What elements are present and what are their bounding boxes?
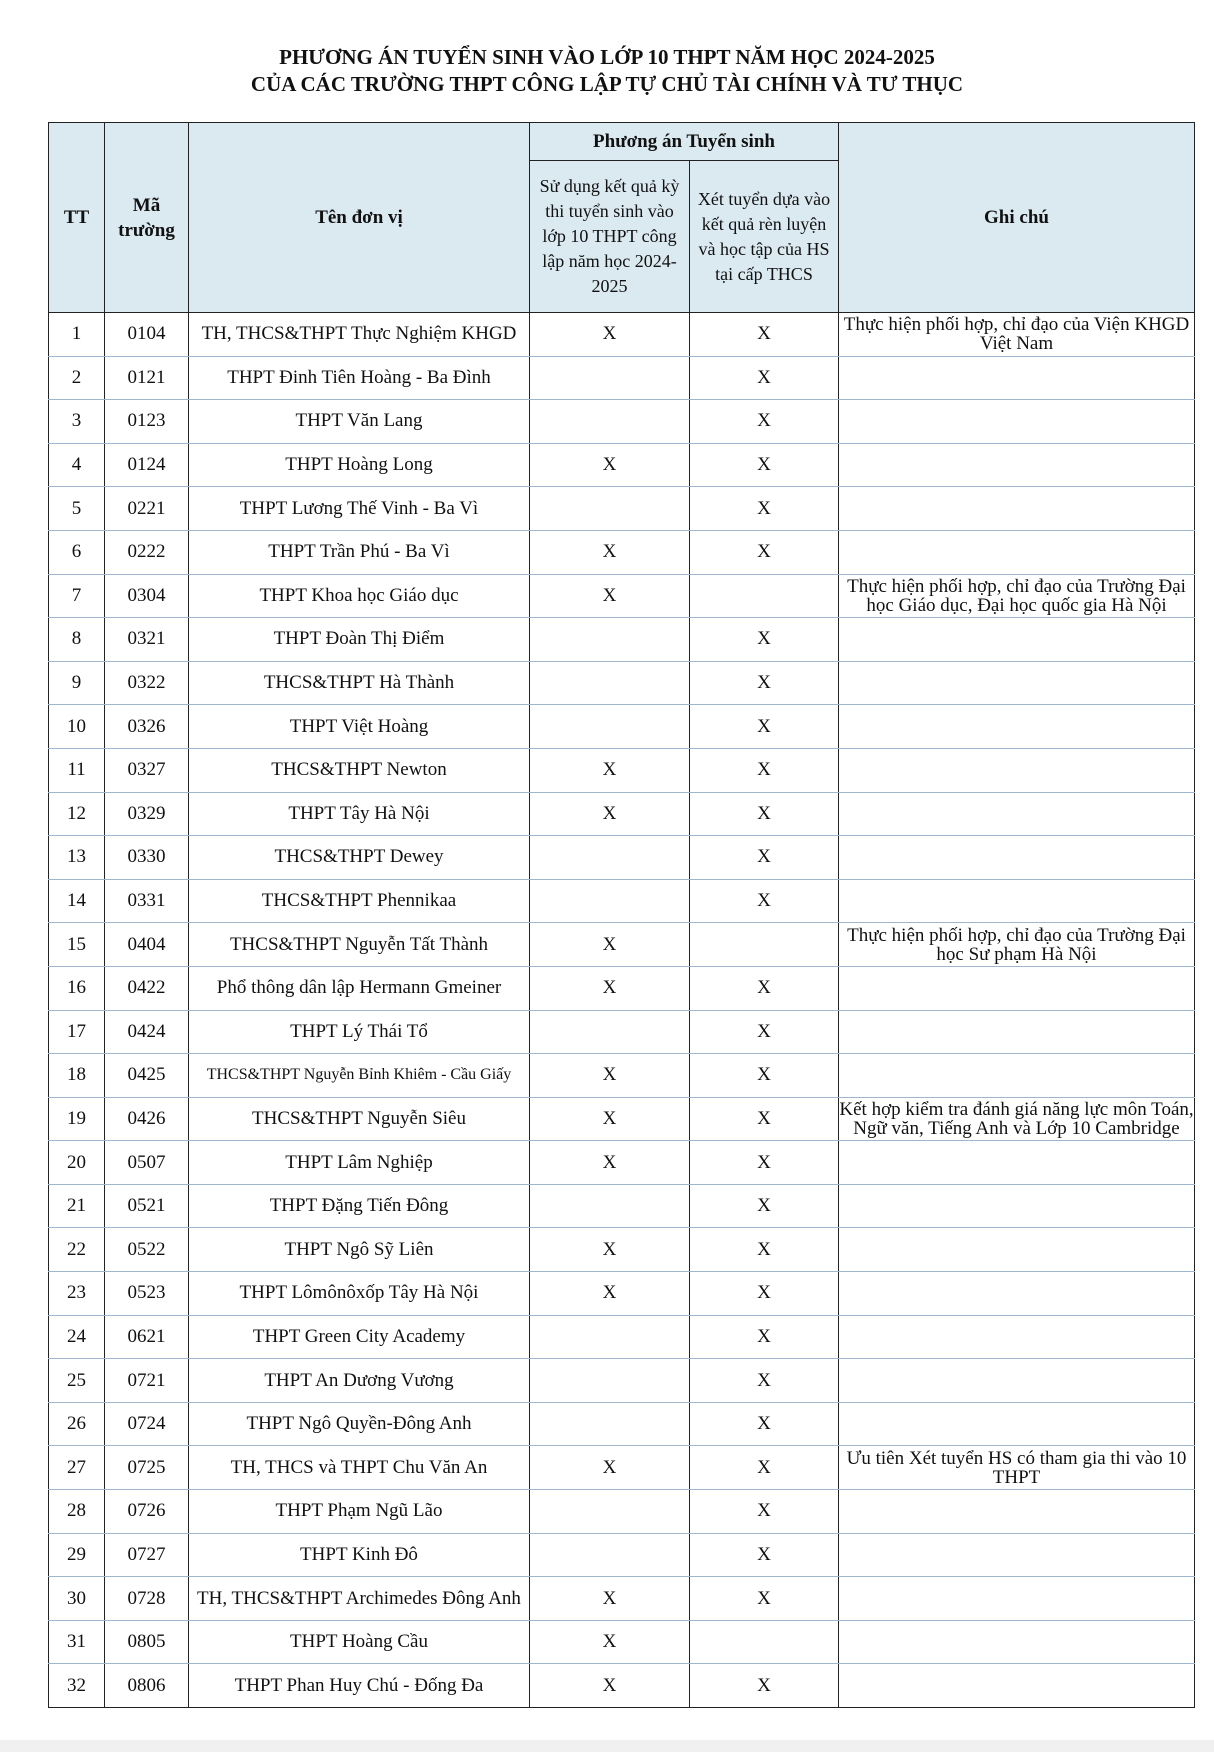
row-ten-don-vi: THPT Trần Phú - Ba Vì xyxy=(189,530,530,574)
row-pa2: X xyxy=(690,1272,839,1316)
row-ten-don-vi: THCS&THPT Nguyễn Bỉnh Khiêm - Cầu Giấy xyxy=(189,1054,530,1098)
row-tt: 16 xyxy=(49,966,105,1010)
row-pa1: X xyxy=(530,313,690,357)
row-tt: 25 xyxy=(49,1359,105,1403)
row-pa2: X xyxy=(690,487,839,531)
table-row xyxy=(49,1272,1195,1316)
header-ma-truong: Mã trường xyxy=(105,123,189,313)
table-row xyxy=(49,400,1195,444)
table-row xyxy=(49,836,1195,880)
row-ghi-chu: Thực hiện phối hợp, chỉ đạo của Trường Đại học Giáo dục, Đại học quốc gia Hà Nội xyxy=(839,574,1195,618)
row-ten-don-vi: THPT Văn Lang xyxy=(189,400,530,444)
row-tt: 19 xyxy=(49,1097,105,1141)
row-ghi-chu xyxy=(839,1490,1195,1534)
row-ghi-chu xyxy=(839,792,1195,836)
row-ma-truong: 0222 xyxy=(105,530,189,574)
row-pa2: X xyxy=(690,792,839,836)
row-tt: 7 xyxy=(49,574,105,618)
header-tt: TT xyxy=(49,123,105,313)
row-ma-truong: 0521 xyxy=(105,1184,189,1228)
row-ten-don-vi: THPT Khoa học Giáo dục xyxy=(189,574,530,618)
row-pa2: X xyxy=(690,1141,839,1185)
row-ma-truong: 0726 xyxy=(105,1490,189,1534)
row-tt: 10 xyxy=(49,705,105,749)
header-ten-don-vi: Tên đơn vị xyxy=(189,123,530,313)
row-pa1: X xyxy=(530,1664,690,1708)
row-ten-don-vi: THCS&THPT Newton xyxy=(189,748,530,792)
row-ten-don-vi: THPT Lômônôxốp Tây Hà Nội xyxy=(189,1272,530,1316)
table-row xyxy=(49,1446,1195,1490)
table-row xyxy=(49,1620,1195,1664)
row-ten-don-vi: THPT Lý Thái Tổ xyxy=(189,1010,530,1054)
row-pa1 xyxy=(530,400,690,444)
row-tt: 3 xyxy=(49,400,105,444)
row-ghi-chu xyxy=(839,1533,1195,1577)
row-pa2: X xyxy=(690,1228,839,1272)
row-ghi-chu xyxy=(839,1272,1195,1316)
row-ma-truong: 0404 xyxy=(105,923,189,967)
row-ma-truong: 0124 xyxy=(105,443,189,487)
row-ten-don-vi: THPT Ngô Sỹ Liên xyxy=(189,1228,530,1272)
row-ten-don-vi: TH, THCS và THPT Chu Văn An xyxy=(189,1446,530,1490)
table-row xyxy=(49,618,1195,662)
row-tt: 14 xyxy=(49,879,105,923)
row-pa1: X xyxy=(530,574,690,618)
row-ten-don-vi: THPT Lâm Nghiệp xyxy=(189,1141,530,1185)
row-ma-truong: 0805 xyxy=(105,1620,189,1664)
table-row xyxy=(49,1359,1195,1403)
table-row xyxy=(49,443,1195,487)
table-row xyxy=(49,661,1195,705)
table-row xyxy=(49,1228,1195,1272)
row-tt: 18 xyxy=(49,1054,105,1098)
row-ten-don-vi: THCS&THPT Dewey xyxy=(189,836,530,880)
row-tt: 13 xyxy=(49,836,105,880)
row-pa1: X xyxy=(530,1097,690,1141)
row-pa2: X xyxy=(690,443,839,487)
row-ghi-chu xyxy=(839,661,1195,705)
row-tt: 23 xyxy=(49,1272,105,1316)
row-pa2 xyxy=(690,1620,839,1664)
table-row xyxy=(49,1141,1195,1185)
row-ma-truong: 0507 xyxy=(105,1141,189,1185)
table-row xyxy=(49,313,1195,357)
row-pa1 xyxy=(530,1184,690,1228)
row-pa2: X xyxy=(690,1097,839,1141)
row-ma-truong: 0725 xyxy=(105,1446,189,1490)
row-tt: 12 xyxy=(49,792,105,836)
row-tt: 31 xyxy=(49,1620,105,1664)
row-ma-truong: 0727 xyxy=(105,1533,189,1577)
row-pa2 xyxy=(690,574,839,618)
row-ghi-chu xyxy=(839,356,1195,400)
row-tt: 8 xyxy=(49,618,105,662)
row-pa2: X xyxy=(690,1402,839,1446)
page-bottom-band xyxy=(0,1740,1214,1752)
row-ghi-chu xyxy=(839,1054,1195,1098)
row-pa1: X xyxy=(530,1446,690,1490)
row-ten-don-vi: THPT Ngô Quyền-Đông Anh xyxy=(189,1402,530,1446)
row-ghi-chu xyxy=(839,1010,1195,1054)
row-pa2: X xyxy=(690,1359,839,1403)
table-row xyxy=(49,574,1195,618)
table-row xyxy=(49,356,1195,400)
document-title-line-2: CỦA CÁC TRƯỜNG THPT CÔNG LẬP TỰ CHỦ TÀI CHÍNH VÀ TƯ THỤC xyxy=(250,72,964,96)
row-pa2: X xyxy=(690,966,839,1010)
row-tt: 30 xyxy=(49,1577,105,1621)
admission-table xyxy=(48,122,1195,1708)
row-pa2: X xyxy=(690,705,839,749)
table-row xyxy=(49,879,1195,923)
row-pa2: X xyxy=(690,400,839,444)
row-pa1: X xyxy=(530,1054,690,1098)
row-ghi-chu xyxy=(839,705,1195,749)
row-ma-truong: 0522 xyxy=(105,1228,189,1272)
row-pa2: X xyxy=(690,879,839,923)
header-pa2: Xét tuyển dựa vào kết quả rèn luyện và học tập của HS tại cấp THCS xyxy=(690,161,839,313)
row-ten-don-vi: THPT Phan Huy Chú - Đống Đa xyxy=(189,1664,530,1708)
row-pa1: X xyxy=(530,443,690,487)
row-pa1 xyxy=(530,705,690,749)
row-pa1: X xyxy=(530,792,690,836)
table-row xyxy=(49,748,1195,792)
row-ma-truong: 0321 xyxy=(105,618,189,662)
row-pa1: X xyxy=(530,1272,690,1316)
row-ten-don-vi: THCS&THPT Nguyễn Tất Thành xyxy=(189,923,530,967)
row-pa1 xyxy=(530,356,690,400)
row-ten-don-vi: TH, THCS&THPT Archimedes Đông Anh xyxy=(189,1577,530,1621)
table-row xyxy=(49,923,1195,967)
document-title-line-1: PHƯƠNG ÁN TUYỂN SINH VÀO LỚP 10 THPT NĂM HỌC 2024-2025 xyxy=(279,45,935,69)
row-tt: 6 xyxy=(49,530,105,574)
row-pa1: X xyxy=(530,1577,690,1621)
row-ten-don-vi: THCS&THPT Hà Thành xyxy=(189,661,530,705)
table-row xyxy=(49,1054,1195,1098)
table-row xyxy=(49,1010,1195,1054)
table-row xyxy=(49,487,1195,531)
row-ma-truong: 0331 xyxy=(105,879,189,923)
row-pa2: X xyxy=(690,356,839,400)
row-ma-truong: 0326 xyxy=(105,705,189,749)
row-pa2: X xyxy=(690,661,839,705)
row-ma-truong: 0426 xyxy=(105,1097,189,1141)
row-ma-truong: 0329 xyxy=(105,792,189,836)
row-ten-don-vi: THPT An Dương Vương xyxy=(189,1359,530,1403)
row-pa1: X xyxy=(530,1141,690,1185)
row-pa1 xyxy=(530,836,690,880)
header-pa1: Sử dụng kết quả kỳ thi tuyển sinh vào lớp 10 THPT công lập năm học 2024-2025 xyxy=(530,161,690,313)
row-pa2: X xyxy=(690,1664,839,1708)
row-pa2: X xyxy=(690,1577,839,1621)
row-ten-don-vi: Phổ thông dân lập Hermann Gmeiner xyxy=(189,966,530,1010)
row-ghi-chu xyxy=(839,443,1195,487)
table-row xyxy=(49,966,1195,1010)
row-pa1 xyxy=(530,1402,690,1446)
table-row xyxy=(49,1577,1195,1621)
row-ten-don-vi: THPT Lương Thế Vinh - Ba Vì xyxy=(189,487,530,531)
row-pa1 xyxy=(530,487,690,531)
table-row xyxy=(49,1533,1195,1577)
row-tt: 26 xyxy=(49,1402,105,1446)
table-row xyxy=(49,1184,1195,1228)
table-row xyxy=(49,705,1195,749)
row-pa1: X xyxy=(530,748,690,792)
row-ten-don-vi: THCS&THPT Phennikaa xyxy=(189,879,530,923)
row-ma-truong: 0123 xyxy=(105,400,189,444)
row-ten-don-vi: THCS&THPT Nguyễn Siêu xyxy=(189,1097,530,1141)
row-pa1: X xyxy=(530,1620,690,1664)
header-phuong-an: Phương án Tuyển sinh xyxy=(530,123,839,161)
row-ghi-chu xyxy=(839,400,1195,444)
row-ma-truong: 0621 xyxy=(105,1315,189,1359)
row-ma-truong: 0721 xyxy=(105,1359,189,1403)
row-pa2: X xyxy=(690,1054,839,1098)
row-ghi-chu: Ưu tiên Xét tuyển HS có tham gia thi vào 10 THPT xyxy=(839,1446,1195,1490)
row-ghi-chu xyxy=(839,1359,1195,1403)
row-ma-truong: 0322 xyxy=(105,661,189,705)
row-tt: 27 xyxy=(49,1446,105,1490)
row-ten-don-vi: THPT Tây Hà Nội xyxy=(189,792,530,836)
row-tt: 28 xyxy=(49,1490,105,1534)
row-tt: 32 xyxy=(49,1664,105,1708)
row-ten-don-vi: TH, THCS&THPT Thực Nghiệm KHGD xyxy=(189,313,530,357)
row-ma-truong: 0330 xyxy=(105,836,189,880)
row-ghi-chu xyxy=(839,966,1195,1010)
row-ma-truong: 0424 xyxy=(105,1010,189,1054)
row-tt: 15 xyxy=(49,923,105,967)
row-ma-truong: 0327 xyxy=(105,748,189,792)
row-ma-truong: 0523 xyxy=(105,1272,189,1316)
row-pa1 xyxy=(530,661,690,705)
row-pa2: X xyxy=(690,836,839,880)
row-pa2: X xyxy=(690,1184,839,1228)
row-ghi-chu xyxy=(839,487,1195,531)
row-ma-truong: 0728 xyxy=(105,1577,189,1621)
row-pa1: X xyxy=(530,1228,690,1272)
row-pa1 xyxy=(530,618,690,662)
row-ghi-chu xyxy=(839,1228,1195,1272)
row-ghi-chu xyxy=(839,1141,1195,1185)
row-ghi-chu xyxy=(839,1315,1195,1359)
row-ma-truong: 0121 xyxy=(105,356,189,400)
row-tt: 5 xyxy=(49,487,105,531)
row-pa2: X xyxy=(690,1490,839,1534)
row-ten-don-vi: THPT Kinh Đô xyxy=(189,1533,530,1577)
row-pa1 xyxy=(530,879,690,923)
row-pa1 xyxy=(530,1490,690,1534)
row-pa2: X xyxy=(690,748,839,792)
table-row xyxy=(49,792,1195,836)
row-ten-don-vi: THPT Đặng Tiến Đông xyxy=(189,1184,530,1228)
row-pa2: X xyxy=(690,1446,839,1490)
row-pa1 xyxy=(530,1010,690,1054)
row-tt: 20 xyxy=(49,1141,105,1185)
row-pa2: X xyxy=(690,530,839,574)
header-ghi-chu: Ghi chú xyxy=(839,123,1195,313)
row-pa1: X xyxy=(530,966,690,1010)
row-ten-don-vi: THPT Đinh Tiên Hoàng - Ba Đình xyxy=(189,356,530,400)
row-tt: 29 xyxy=(49,1533,105,1577)
row-ma-truong: 0104 xyxy=(105,313,189,357)
row-ghi-chu xyxy=(839,1402,1195,1446)
row-tt: 1 xyxy=(49,313,105,357)
row-ghi-chu: Kết hợp kiểm tra đánh giá năng lực môn Toán, Ngữ văn, Tiếng Anh và Lớp 10 Cambridge xyxy=(839,1098,1194,1139)
row-ten-don-vi: THPT Đoàn Thị Điểm xyxy=(189,618,530,662)
row-ghi-chu xyxy=(839,1620,1195,1664)
row-pa2: X xyxy=(690,618,839,662)
row-ghi-chu xyxy=(839,1577,1195,1621)
table-row xyxy=(49,1664,1195,1708)
row-pa1: X xyxy=(530,530,690,574)
row-pa2: X xyxy=(690,1010,839,1054)
row-ghi-chu xyxy=(839,618,1195,662)
row-ghi-chu: Thực hiện phối hợp, chỉ đạo của Viện KHGD Việt Nam xyxy=(839,313,1195,357)
row-tt: 11 xyxy=(49,748,105,792)
row-ma-truong: 0221 xyxy=(105,487,189,531)
row-pa2 xyxy=(690,923,839,967)
row-ma-truong: 0422 xyxy=(105,966,189,1010)
row-tt: 24 xyxy=(49,1315,105,1359)
row-ma-truong: 0806 xyxy=(105,1664,189,1708)
row-ten-don-vi: THPT Hoàng Cầu xyxy=(189,1620,530,1664)
table-row xyxy=(49,530,1195,574)
table-body xyxy=(49,313,1195,1708)
row-ten-don-vi: THPT Phạm Ngũ Lão xyxy=(189,1490,530,1534)
row-pa1 xyxy=(530,1533,690,1577)
row-ghi-chu xyxy=(839,879,1195,923)
row-ten-don-vi: THPT Việt Hoàng xyxy=(189,705,530,749)
row-pa2: X xyxy=(690,313,839,357)
table-row xyxy=(49,1315,1195,1359)
row-ma-truong: 0425 xyxy=(105,1054,189,1098)
table-row xyxy=(49,1402,1195,1446)
row-ma-truong: 0304 xyxy=(105,574,189,618)
row-ten-don-vi: THPT Hoàng Long xyxy=(189,443,530,487)
row-pa1 xyxy=(530,1359,690,1403)
row-ghi-chu xyxy=(839,1184,1195,1228)
row-pa2: X xyxy=(690,1315,839,1359)
row-ghi-chu xyxy=(839,748,1195,792)
row-tt: 4 xyxy=(49,443,105,487)
row-tt: 17 xyxy=(49,1010,105,1054)
row-ghi-chu xyxy=(839,1664,1195,1708)
table-row xyxy=(49,1490,1195,1534)
row-ma-truong: 0724 xyxy=(105,1402,189,1446)
row-pa1 xyxy=(530,1315,690,1359)
row-pa2: X xyxy=(690,1533,839,1577)
row-pa1: X xyxy=(530,923,690,967)
row-tt: 21 xyxy=(49,1184,105,1228)
row-ghi-chu: Thực hiện phối hợp, chỉ đạo của Trường Đại học Sư phạm Hà Nội xyxy=(839,923,1195,967)
row-tt: 9 xyxy=(49,661,105,705)
row-ghi-chu xyxy=(839,530,1195,574)
row-ghi-chu xyxy=(839,836,1195,880)
row-ten-don-vi: THPT Green City Academy xyxy=(189,1315,530,1359)
row-tt: 2 xyxy=(49,356,105,400)
table-row xyxy=(49,1097,1195,1141)
row-tt: 22 xyxy=(49,1228,105,1272)
